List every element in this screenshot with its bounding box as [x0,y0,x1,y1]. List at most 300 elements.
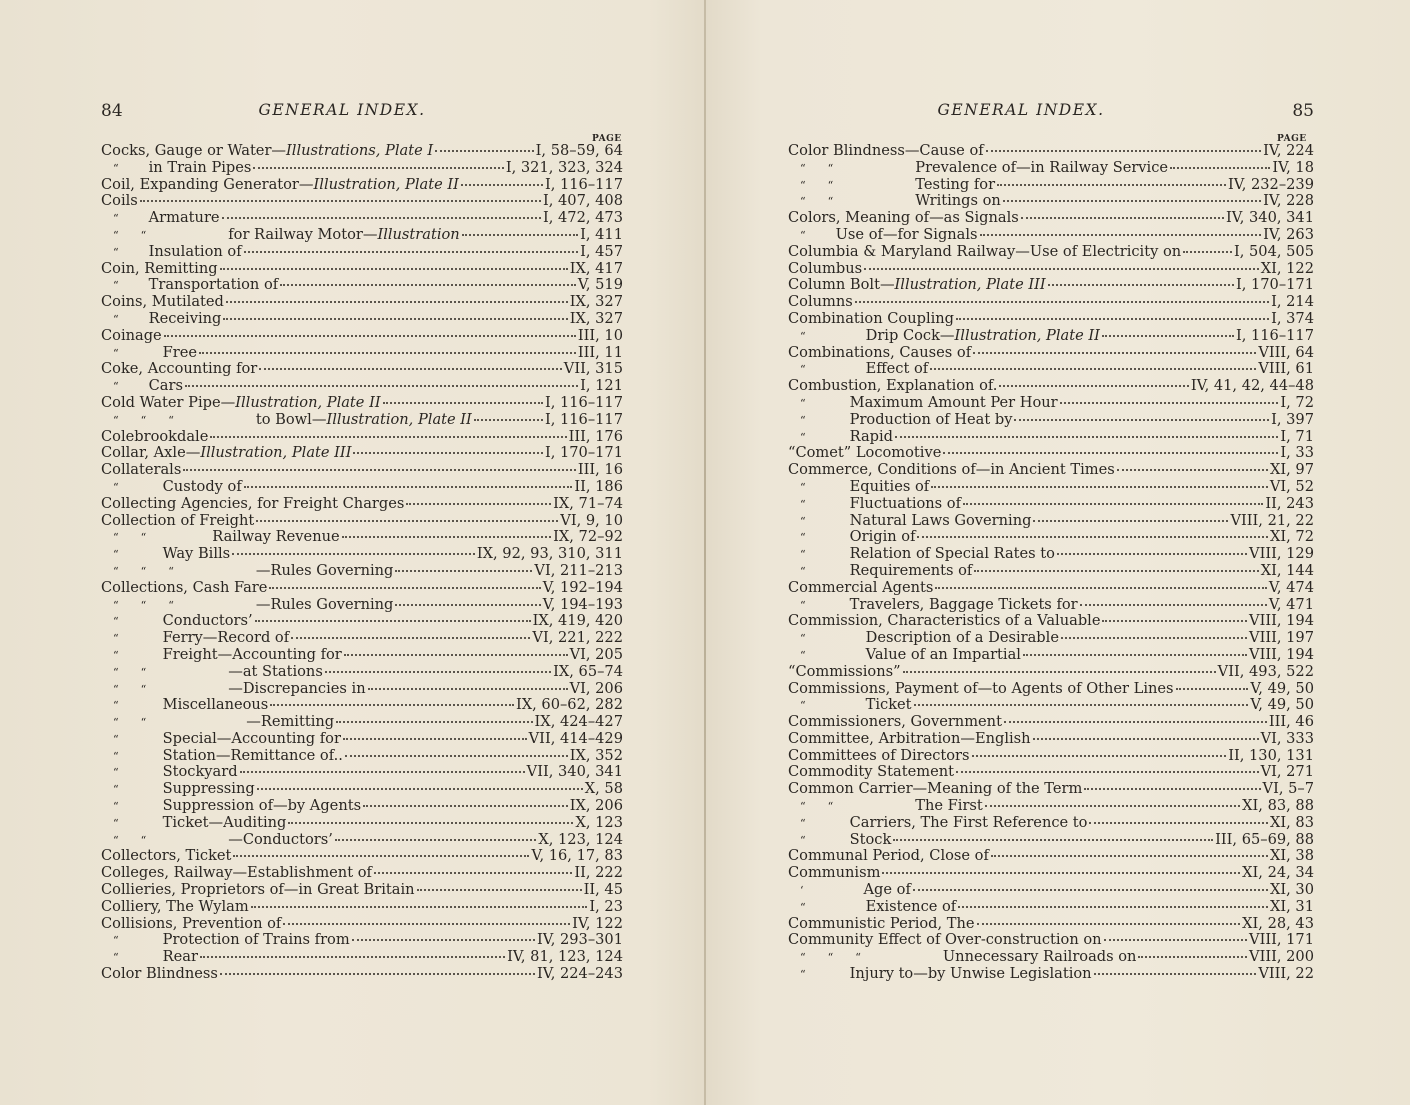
ditto-mark: “ [800,514,806,528]
dot-leader [980,234,1262,236]
dot-leader [462,234,578,236]
volume-page-reference: IV, 232–239 [1227,175,1314,193]
entry-text: Ferry—Record of [162,629,290,647]
dot-leader [1023,654,1247,656]
entry-term [101,143,433,160]
dot-leader [255,620,531,622]
entry-text: Collection of Freight [101,511,255,529]
right-page [705,0,1410,1105]
dot-leader [256,520,558,522]
entry-text: Committee, Arbitration—English [788,729,1031,747]
dot-leader [368,688,568,690]
entry-text: Columns [788,293,853,311]
ditto-mark: “ [800,161,806,175]
entry-text: Freight—Accounting for [162,645,342,663]
index-entry [101,429,623,446]
index-entry [101,882,623,899]
ditto-mark: “ [827,951,834,965]
ditto-mark: “ [827,178,834,192]
entry-text: Community Effect of Over-construction on [788,931,1102,949]
dot-leader [1138,956,1247,958]
entry-text: Relation of Special Rates to [849,545,1055,563]
volume-page-reference: V, 519 [577,276,623,294]
ditto-mark: “ [800,480,806,494]
ditto-mark: “ [113,665,119,679]
volume-page-reference: V, 194–193 [542,595,623,613]
index-entry [788,177,1314,194]
ditto-mark: “ [140,833,147,847]
entry-term [788,916,975,933]
ditto-mark: “ [113,632,119,646]
index-entry [101,345,623,362]
index-entry [788,932,1314,949]
ditto-mark: “ [113,766,119,780]
index-entry [101,462,623,479]
entry-text: Railway Revenue [212,528,340,546]
ditto-mark: “ [113,212,119,226]
index-entry [788,160,1314,177]
dot-leader [253,167,503,169]
volume-page-reference: I, 116–117 [544,410,623,428]
index-entry [788,832,1314,849]
volume-page-reference: XI, 83, 88 [1242,797,1314,815]
page-column-label: PAGE [1277,134,1307,144]
entry-term [101,395,381,412]
dot-leader [223,318,567,320]
index-entry [788,143,1314,160]
entry-term [101,848,231,865]
index-entry [101,865,623,882]
volume-page-reference: I, 214 [1271,293,1314,311]
volume-page-reference: VIII, 61 [1258,360,1314,378]
index-entry [101,177,623,194]
volume-page-reference: I, 457 [580,242,623,260]
entry-text: The First [915,797,983,815]
index-entry [101,764,623,781]
ditto-mark: “ [113,749,119,763]
volume-page-reference: III, 65–69, 88 [1215,830,1314,848]
volume-page-reference: III, 176 [568,427,623,445]
index-entry [101,681,623,698]
index-entries [101,143,623,983]
entry-term [788,210,1019,227]
dot-leader [269,587,540,589]
entry-illustration-note: Illustration [377,225,460,243]
index-entry [101,597,623,614]
entry-text: Rapid [849,427,894,445]
ditto-mark: “ [800,951,806,965]
index-entry [788,748,1314,765]
ditto-mark: “ [800,816,806,830]
ditto-mark: “ [800,178,806,192]
index-entry [788,563,1314,580]
entry-term [101,899,249,916]
ditto-mark: “ [113,615,119,629]
volume-page-reference: III, 10 [577,326,623,344]
index-entry [101,210,623,227]
index-entry [788,261,1314,278]
ditto-mark: “ [113,245,119,259]
volume-page-reference: I, 504, 505 [1233,242,1314,260]
index-entry [101,630,623,647]
volume-page-reference: XI, 97 [1269,461,1314,479]
index-entry [101,529,623,546]
entry-text: Committees of Directors [788,746,970,764]
entry-text: Station—Remittance of.. [162,746,343,764]
entry-term [788,311,954,328]
ditto-mark: “ [800,228,806,242]
volume-page-reference: V, 474 [1268,578,1314,596]
entry-text: in Train Pipes [148,158,252,176]
index-entry [101,261,623,278]
volume-page-reference: IX, 417 [569,259,623,277]
volume-page-reference: I, 116–117 [544,393,623,411]
volume-page-reference: I, 71 [1280,427,1314,445]
volume-page-reference: V, 49, 50 [1250,696,1314,714]
dot-leader [353,452,542,454]
entry-text: Use of—for Signals [835,225,978,243]
entry-illustration-note: Illustration, Plate III [894,276,1046,294]
dot-leader [335,839,536,841]
volume-page-reference: VI, 205 [569,645,623,663]
ditto-mark: ‘ [800,884,804,898]
volume-page-reference: I, 72 [1280,393,1314,411]
page-number: 85 [1292,101,1314,121]
entry-text: Unnecessary Railroads on [942,948,1137,966]
ditto-mark: “ [140,716,147,730]
dot-leader [1117,469,1268,471]
index-entry [101,697,623,714]
volume-page-reference: XI, 28, 43 [1242,914,1314,932]
entry-text: Cars [148,377,183,395]
volume-page-reference: VI, 271 [1260,763,1314,781]
dot-leader [251,906,588,908]
dot-leader [963,503,1263,505]
entry-text: “Commissions” [788,662,901,680]
dot-leader [164,335,576,337]
entry-text: Coinage [101,326,162,344]
ditto-mark: “ [113,548,119,562]
dot-leader [1080,604,1267,606]
entry-illustration-note: Illustration, Plate II [235,393,381,411]
dot-leader [972,755,1227,757]
dot-leader [973,352,1256,354]
volume-page-reference: VI, 211–213 [534,561,623,579]
entry-text: Effect of [865,360,929,378]
volume-page-reference: VI, 221, 222 [532,629,623,647]
ditto-mark: “ [113,682,119,696]
entry-term [788,445,941,462]
volume-page-reference: XI, 72 [1269,528,1314,546]
entry-text: for Railway Motor— [228,225,378,243]
index-entry [788,714,1314,731]
volume-page-reference: IV, 340, 341 [1225,209,1314,227]
dot-leader [345,755,568,757]
index-entry [788,445,1314,462]
entry-illustration-note: Illustration, Plate II [313,175,459,193]
entry-text: Colors, Meaning of—as Signals [788,209,1019,227]
volume-page-reference: VIII, 129 [1249,545,1314,563]
ditto-mark: “ [800,564,806,578]
entry-text: Commercial Agents [788,578,934,596]
entry-text: Commission, Characteristics of a Valuable [788,612,1101,630]
index-entry [101,546,623,563]
entry-term [101,445,351,462]
entry-text: Origin of [849,528,916,546]
entry-text: Free [162,343,198,361]
entry-text: Ticket [865,696,912,714]
entry-text: —Rules Governing [255,561,394,579]
entry-text: Combinations, Causes of [788,343,972,361]
dot-leader [1060,402,1279,404]
volume-page-reference: V, 49, 50 [1250,679,1314,697]
index-entry [788,865,1314,882]
ditto-mark: “ [113,716,119,730]
dot-leader [374,872,572,874]
index-entry [101,412,623,429]
index-entry [101,143,623,160]
index-entry [101,513,623,530]
dot-leader [140,200,541,202]
entry-text: Coke, Accounting for [101,360,258,378]
entry-term [788,261,862,278]
ditto-mark: “ [113,648,119,662]
volume-page-reference: I, 116–117 [1235,326,1314,344]
dot-leader [244,486,573,488]
volume-page-reference: I, 397 [1271,410,1314,428]
dot-leader [259,368,562,370]
entry-term [788,865,880,882]
entry-term [788,277,1046,294]
index-entry [788,328,1314,345]
entry-text: Communism [788,864,881,882]
ditto-mark: “ [113,732,119,746]
volume-page-reference: IX, 65–74 [553,662,623,680]
volume-page-reference: III, 11 [577,343,623,361]
ditto-mark: “ [113,312,119,326]
dot-leader [183,469,576,471]
entry-text: Natural Laws Governing [849,511,1032,529]
index-entry [788,513,1314,530]
index-entry [101,949,623,966]
entry-text: Collisions, Prevention of [101,914,282,932]
index-entry [788,731,1314,748]
index-entry [101,361,623,378]
index-entry [788,580,1314,597]
index-entry [788,294,1314,311]
index-entry [101,748,623,765]
entry-text: Carriers, The First Reference to [849,813,1088,831]
ditto-mark: “ [800,497,806,511]
volume-page-reference: I, 58–59, 64 [535,142,623,159]
volume-page-reference: III, 16 [577,461,623,479]
entry-term [101,429,208,446]
ditto-mark: “ [113,951,119,965]
entry-term [788,294,853,311]
volume-page-reference: XI, 38 [1269,847,1314,865]
volume-page-reference: IV, 41, 42, 44–48 [1190,377,1314,395]
entry-text: Rear [162,948,198,966]
dot-leader [1183,251,1232,253]
index-entry [788,848,1314,865]
volume-page-reference: XI, 83 [1269,813,1314,831]
index-entry [788,210,1314,227]
entry-term [101,580,267,597]
entry-term [101,294,224,311]
volume-page-reference: I, 121 [580,377,623,395]
dot-leader [200,956,505,958]
dot-leader [280,284,576,286]
ditto-mark: “ [800,632,806,646]
ditto-mark: “ [800,413,806,427]
ditto-mark: “ [800,968,806,982]
dot-leader [210,436,566,438]
dot-leader [343,738,527,740]
dot-leader [461,184,543,186]
index-entry [788,361,1314,378]
dot-leader [903,671,1216,673]
entry-term [788,781,1082,798]
dot-leader [336,721,532,723]
index-entry [788,412,1314,429]
volume-page-reference: V, 471 [1268,595,1314,613]
volume-page-reference: VI, 206 [569,679,623,697]
dot-leader [270,704,514,706]
entry-text: Production of Heat by [849,410,1013,428]
index-entry [788,882,1314,899]
index-entry [788,798,1314,815]
dot-leader [342,536,552,538]
ditto-mark: “ [800,363,806,377]
entry-text: Commodity Statement [788,763,954,781]
index-entry [788,429,1314,446]
dot-leader [977,923,1241,925]
dot-leader [1089,822,1268,824]
dot-leader [1021,217,1224,219]
index-entry [788,193,1314,210]
volume-page-reference: I, 411 [580,225,623,243]
entry-text: Conductors’ [162,612,253,630]
dot-leader [220,268,568,270]
ditto-mark: “ [113,161,119,175]
volume-page-reference: II, 222 [574,864,623,882]
entry-text: Maximum Amount Per Hour [849,393,1058,411]
entry-text: Requirements of [849,561,973,579]
ditto-mark: “ [800,531,806,545]
dot-leader [233,855,529,857]
entry-term [101,361,257,378]
dot-leader [917,536,1268,538]
index-entry [788,529,1314,546]
dot-leader [325,671,551,673]
entry-text: Drip Cock— [865,326,955,344]
entry-text: Coils [101,192,138,210]
entry-text: Collections, Cash Fare [101,578,268,596]
ditto-mark: “ [855,951,861,965]
index-entry [101,899,623,916]
index-entry [788,949,1314,966]
entry-text: Protection of Trains from [162,931,350,949]
entry-text: —Remitting [246,713,335,731]
index-entry [101,781,623,798]
index-entry [788,764,1314,781]
volume-page-reference: IX, 327 [569,293,623,311]
dot-leader [895,436,1278,438]
volume-page-reference: XI, 30 [1269,881,1314,899]
entry-text: Travelers, Baggage Tickets for [849,595,1078,613]
entry-term [101,546,230,564]
volume-page-reference: VIII, 21, 22 [1230,511,1314,529]
ditto-mark: “ [800,648,806,662]
index-entry [101,966,623,983]
ditto-mark: “ [800,598,806,612]
entry-term [101,882,415,899]
entry-term [788,681,1174,698]
volume-page-reference: X, 123 [575,813,623,831]
entry-text: Coil, Expanding Generator— [101,175,314,193]
dot-leader [930,368,1256,370]
entry-text: Collar, Axle— [101,444,201,462]
dot-leader [956,318,1269,320]
entry-term [788,966,1092,984]
entry-term [788,731,1031,748]
entry-text: Equities of [849,477,930,495]
index-entry [101,244,623,261]
dot-leader [185,385,578,387]
volume-page-reference: I, 116–117 [544,175,623,193]
dot-leader [1033,738,1259,740]
entry-text: Stockyard [162,763,238,781]
entry-text: Combination Coupling [788,309,955,327]
entry-text: Transportation of [148,276,279,294]
entry-text: Commissions, Payment of—to Agents of Other Lines [788,679,1174,697]
index-entry [101,664,623,681]
index-entries [788,143,1314,983]
entry-text: Value of an Impartial [865,645,1021,663]
dot-leader [956,771,1259,773]
volume-page-reference: IV, 122 [572,914,623,932]
ditto-mark: “ [140,413,147,427]
volume-page-reference: IV, 228 [1263,192,1314,210]
index-entry [101,227,623,244]
entry-text: Columbus [788,259,863,277]
entry-text: Miscellaneous [162,696,269,714]
entry-text: Commissioners, Government [788,713,1002,731]
entry-text: Colliery, The Wylam [101,897,249,915]
dot-leader [288,822,573,824]
entry-term [788,748,970,765]
entry-term [788,345,971,362]
volume-page-reference: IX, 92, 93, 310, 311 [476,545,623,563]
volume-page-reference: VIII, 22 [1258,965,1314,983]
dot-leader [220,973,535,975]
entry-term [101,513,254,530]
index-entry [788,916,1314,933]
ditto-mark: “ [113,346,119,360]
entry-term [788,412,1012,430]
ditto-mark: “ [140,598,147,612]
index-entry [788,311,1314,328]
ditto-mark: “ [827,800,834,814]
entry-text: Collecting Agencies, for Freight Charges [101,494,405,512]
index-entry [101,916,623,933]
index-entry [101,193,623,210]
dot-leader [1176,688,1249,690]
dot-leader [283,923,570,925]
entry-text: Way Bills [162,545,231,563]
entry-text: Description of a Desirable [865,629,1059,647]
entry-text: “Comet” Locomotive [788,444,942,462]
